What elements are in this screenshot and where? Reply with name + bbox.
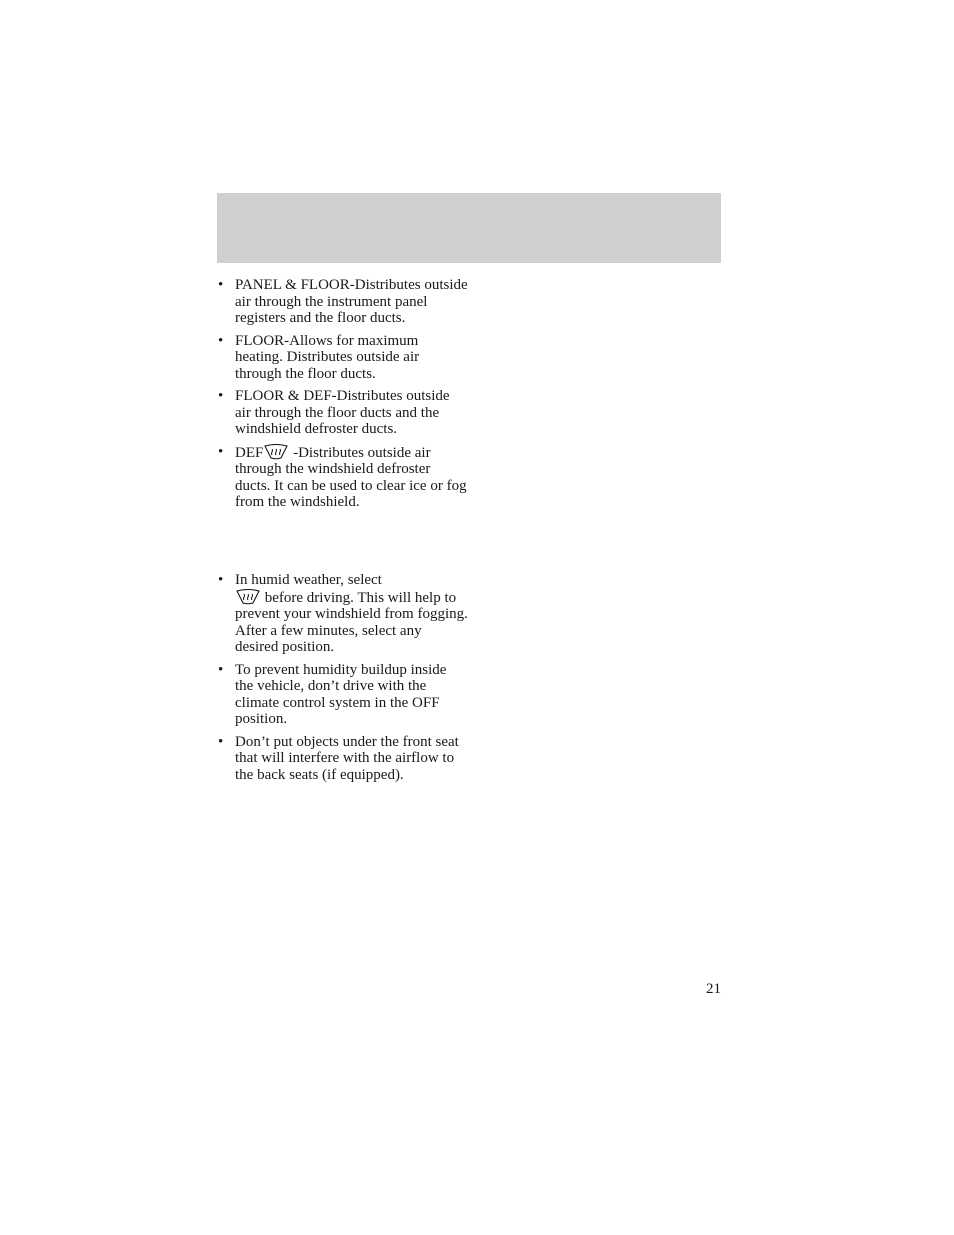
item-text: -Distributes outside air through the windshield defroster ducts. It can be used to clear ice or fog from the windshield. xyxy=(235,444,467,510)
item-text: PANEL & FLOOR-Distributes outside air through the instrument panel registers and the floor ducts. xyxy=(235,277,468,326)
list-item xyxy=(218,277,468,327)
list-item xyxy=(218,444,468,511)
list-item xyxy=(218,572,468,656)
list-item xyxy=(218,662,468,728)
bullet: • xyxy=(218,733,224,750)
list-item xyxy=(218,333,468,383)
defrost-icon xyxy=(235,589,261,605)
list-item xyxy=(218,388,468,438)
page-number: 21 xyxy=(706,981,721,997)
list-item xyxy=(218,734,468,784)
bullet: • xyxy=(218,388,224,404)
item-text: before driving. This will help to prevent your windshield from fogging. After a few minutes, select any desired position. xyxy=(235,589,468,655)
item-lead: In humid weather, select xyxy=(235,572,382,588)
airflow-modes-list xyxy=(218,277,468,517)
item-text: FLOOR-Allows for maximum heating. Distributes outside air through the floor ducts. xyxy=(235,332,420,382)
defrost-icon xyxy=(263,444,289,460)
item-lead: DEF xyxy=(235,444,264,461)
bullet: • xyxy=(218,332,224,349)
bullet: • xyxy=(218,443,224,460)
bullet: • xyxy=(218,277,224,293)
item-text: FLOOR & DEF-Distributes outside air through the floor ducts and the windshield defroster ducts. xyxy=(235,388,450,437)
bullet: • xyxy=(218,572,224,588)
item-text: Don’t put objects under the front seat that will interfere with the airflow to the back seats (if equipped). xyxy=(235,733,459,783)
bullet: • xyxy=(218,661,224,678)
item-text: To prevent humidity buildup inside the vehicle, don’t drive with the climate control system in the OFF position. xyxy=(235,661,447,727)
header-band xyxy=(217,193,721,263)
tips-list xyxy=(218,572,468,789)
